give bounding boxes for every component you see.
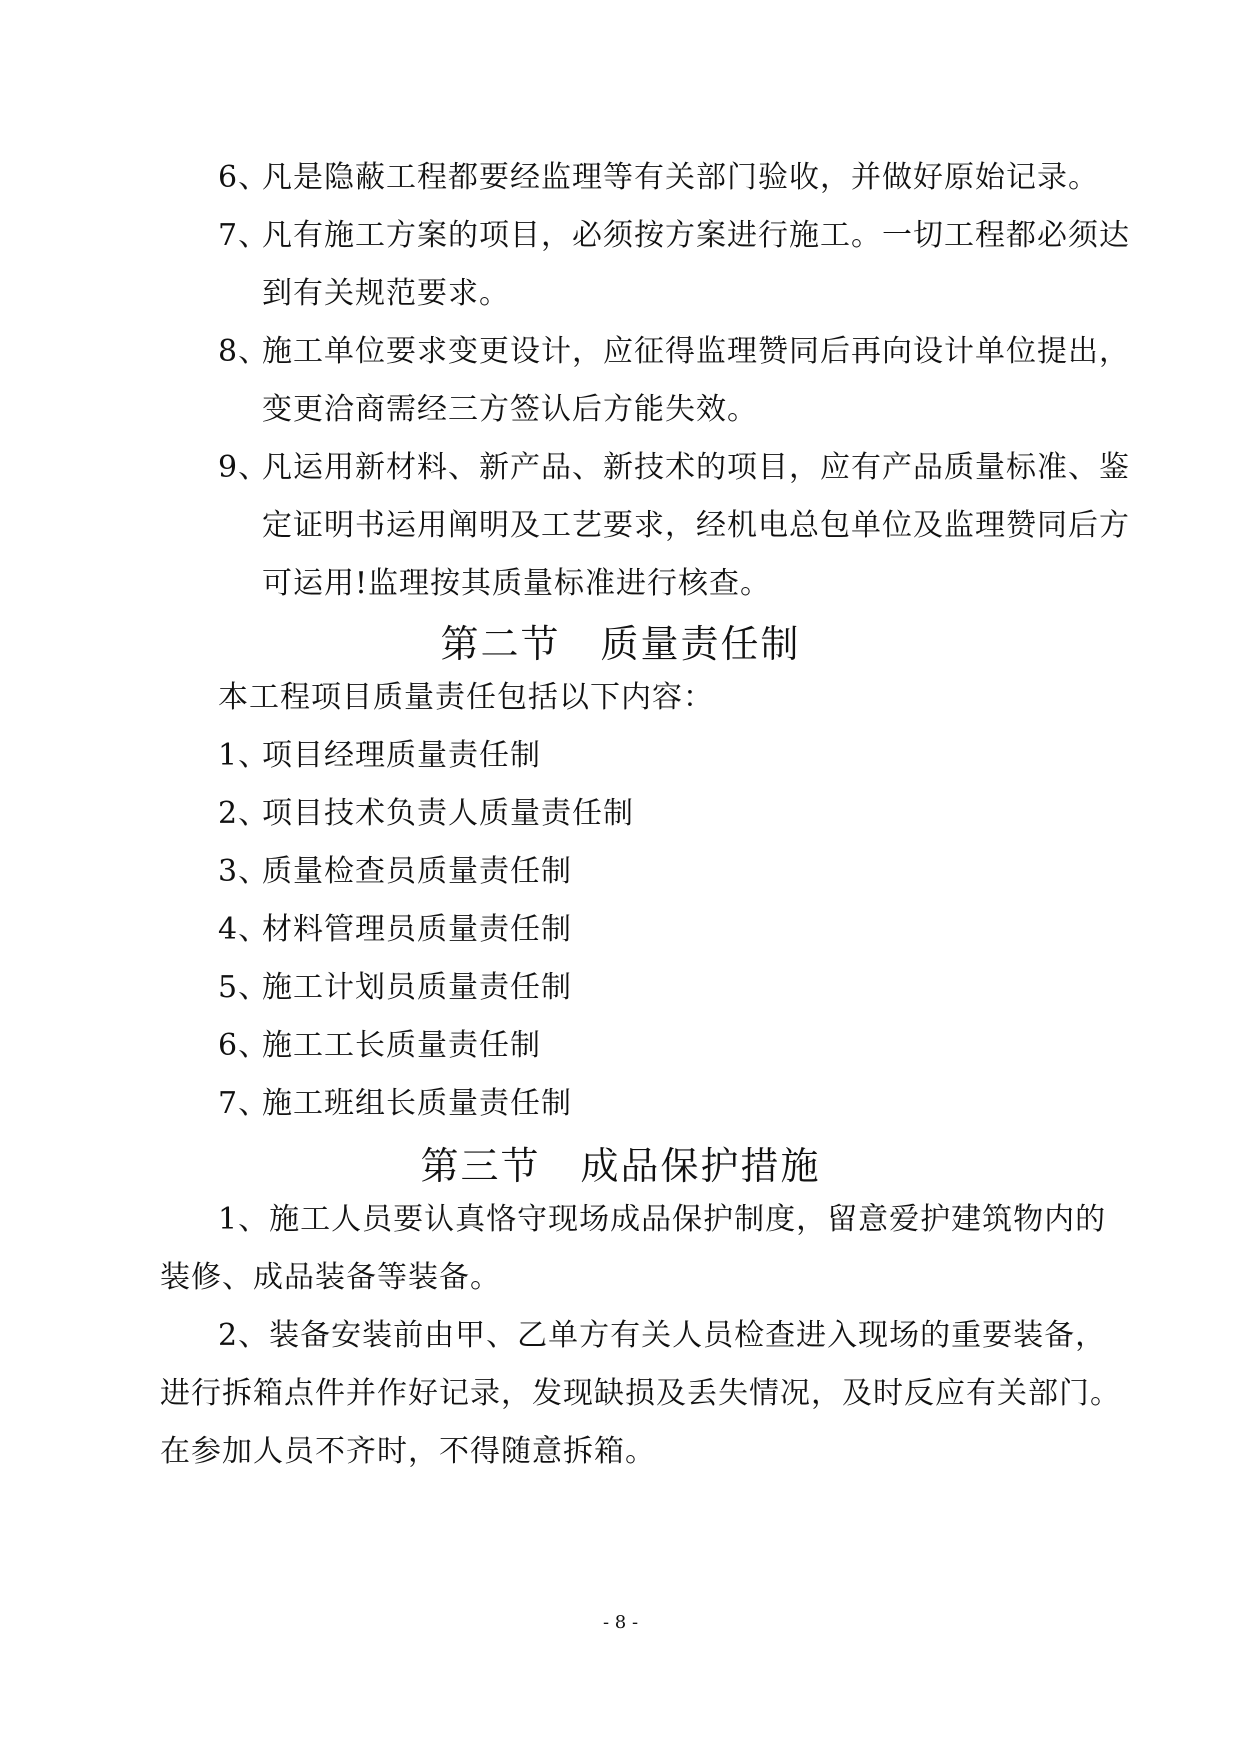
list-item-7-line-1: 凡有施工方案的项目，必须按方案进行施工。一切工程都必须达 bbox=[262, 218, 1130, 253]
list-item-9-number: 9、 bbox=[218, 450, 270, 485]
duty-item-2-number: 2、 bbox=[218, 796, 270, 831]
list-item-7-number: 7、 bbox=[218, 218, 270, 253]
list-item-9-line-2: 定证明书运用阐明及工艺要求，经机电总包单位及监理赞同后方 bbox=[262, 508, 1130, 543]
duty-item-6-number: 6、 bbox=[218, 1028, 270, 1063]
page-number: - 8 - bbox=[602, 1612, 639, 1633]
duty-item-6-text: 施工工长质量责任制 bbox=[262, 1028, 541, 1063]
duty-item-1-text: 项目经理质量责任制 bbox=[262, 738, 541, 773]
protection-para-1-line-1: 1、施工人员要认真恪守现场成品保护制度，留意爱护建筑物内的 bbox=[218, 1202, 1107, 1237]
section-3-heading: 第三节 成品保护措施 bbox=[420, 1144, 821, 1188]
section-2-intro: 本工程项目质量责任包括以下内容： bbox=[218, 680, 714, 715]
list-item-9-line-1: 凡运用新材料、新产品、新技术的项目，应有产品质量标准、鉴 bbox=[262, 450, 1130, 485]
list-item-8-line-1: 施工单位要求变更设计，应征得监理赞同后再向设计单位提出， bbox=[262, 334, 1130, 369]
list-item-9-line-3: 可运用!监理按其质量标准进行核查。 bbox=[262, 566, 772, 601]
section-2-heading: 第二节 质量责任制 bbox=[440, 622, 801, 666]
duty-item-4-number: 4、 bbox=[218, 912, 270, 947]
duty-item-7-number: 7、 bbox=[218, 1086, 270, 1121]
list-item-7-line-2: 到有关规范要求。 bbox=[262, 276, 510, 311]
protection-para-2-line-1: 2、装备安装前由甲、乙单方有关人员检查进入现场的重要装备， bbox=[218, 1318, 1107, 1353]
duty-item-4-text: 材料管理员质量责任制 bbox=[262, 912, 572, 947]
list-item-6-number: 6、 bbox=[218, 160, 270, 195]
list-item-8-number: 8、 bbox=[218, 334, 270, 369]
duty-item-7-text: 施工班组长质量责任制 bbox=[262, 1086, 572, 1121]
list-item-6-line-1: 凡是隐蔽工程都要经监理等有关部门验收，并做好原始记录。 bbox=[262, 160, 1099, 195]
duty-item-5-text: 施工计划员质量责任制 bbox=[262, 970, 572, 1005]
protection-para-2-line-3: 在参加人员不齐时，不得随意拆箱。 bbox=[160, 1434, 656, 1469]
duty-item-5-number: 5、 bbox=[218, 970, 270, 1005]
duty-item-1-number: 1、 bbox=[218, 738, 270, 773]
list-item-8-line-2: 变更洽商需经三方签认后方能失效。 bbox=[262, 392, 758, 427]
duty-item-3-text: 质量检查员质量责任制 bbox=[262, 854, 572, 889]
duty-item-3-number: 3、 bbox=[218, 854, 270, 889]
protection-para-1-line-2: 装修、成品装备等装备。 bbox=[160, 1260, 501, 1295]
protection-para-2-line-2: 进行拆箱点件并作好记录，发现缺损及丢失情况，及时反应有关部门。 bbox=[160, 1376, 1121, 1411]
duty-item-2-text: 项目技术负责人质量责任制 bbox=[262, 796, 634, 831]
